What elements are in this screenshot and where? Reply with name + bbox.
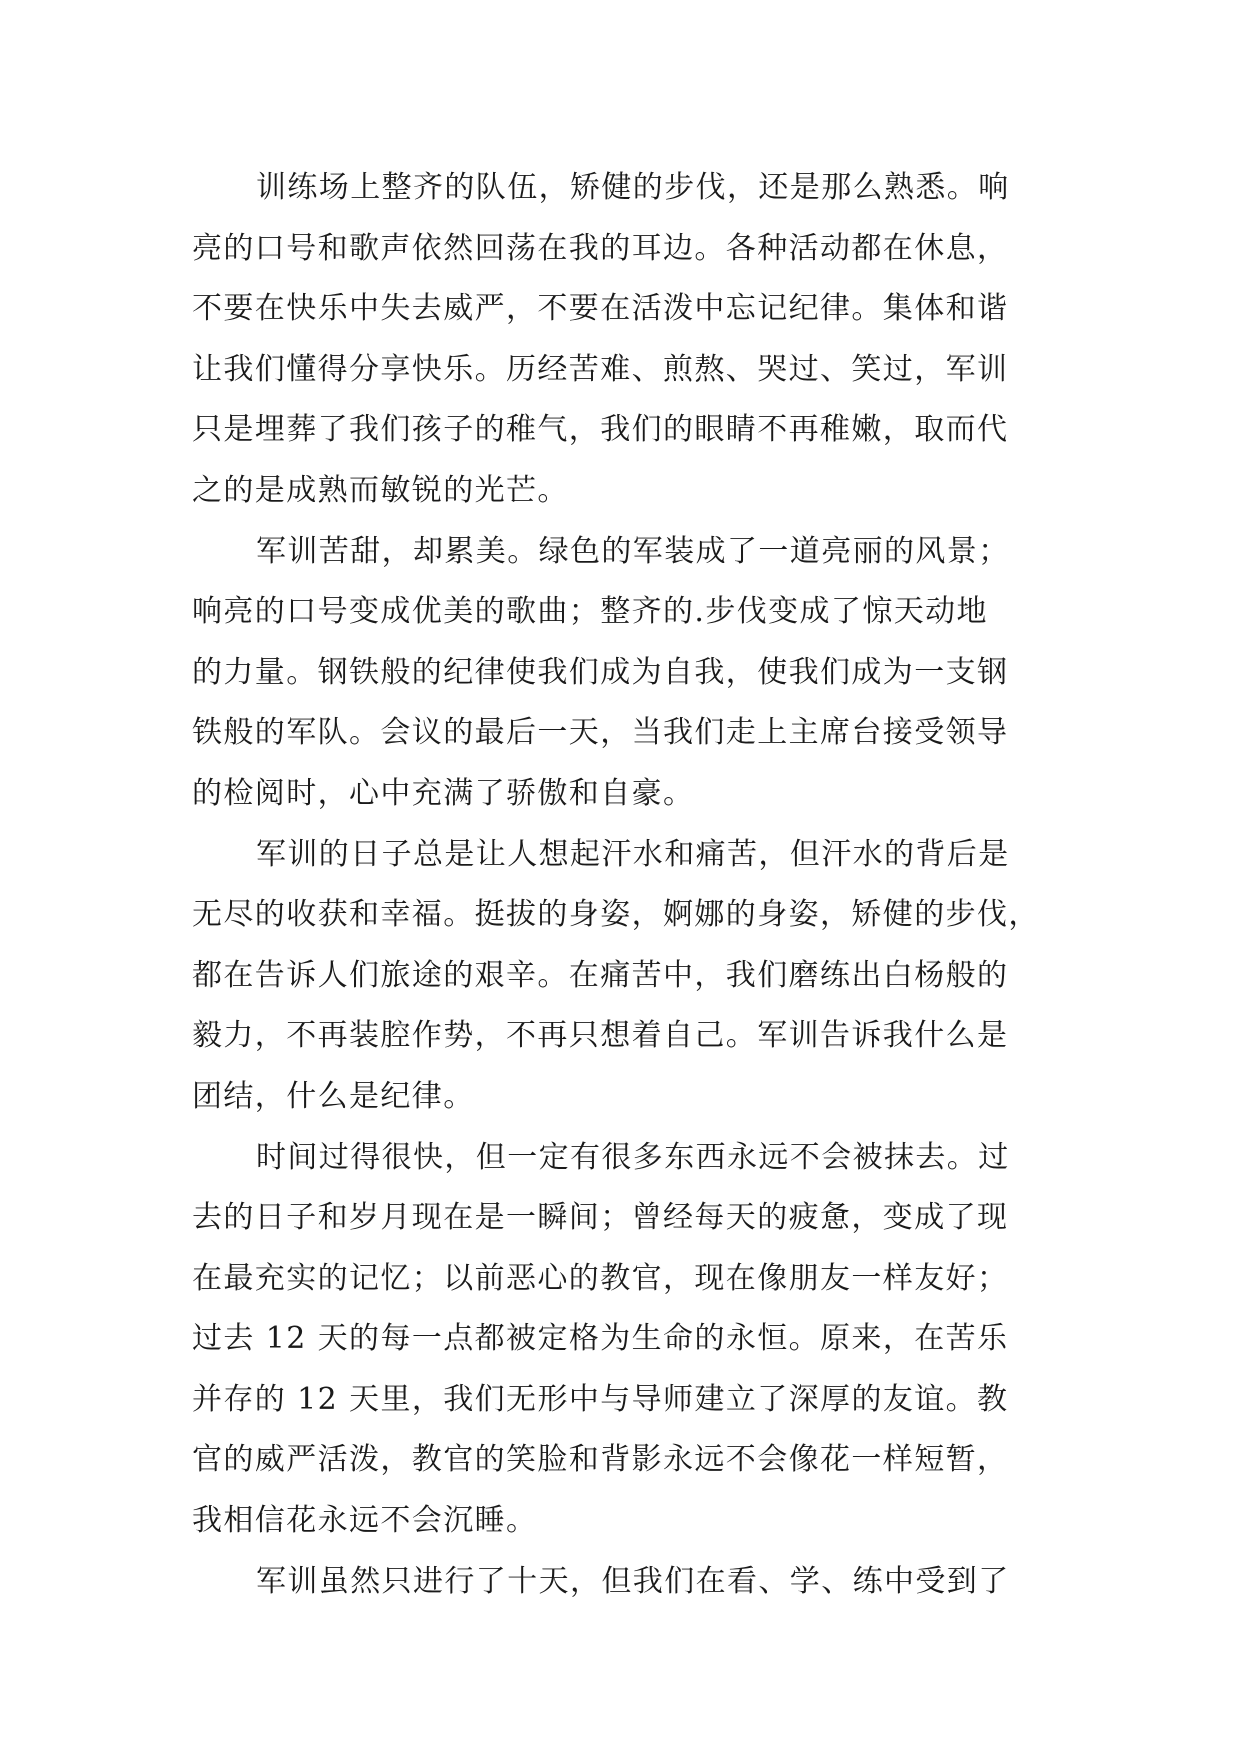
text-line: 毅力，不再装腔作势，不再只想着自己。军训告诉我什么是: [192, 1018, 1009, 1054]
text-line: 的检阅时，心中充满了骄傲和自豪。: [192, 775, 695, 811]
text-line: 团结，什么是纪律。: [192, 1078, 475, 1114]
text-line: 在最充实的记忆；以前恶心的教官，现在像朋友一样友好；: [192, 1260, 1009, 1296]
text-line: 军训苦甜，却累美。绿色的军装成了一道亮丽的风景；: [256, 533, 1010, 569]
text-line: 训练场上整齐的队伍，矫健的步伐，还是那么熟悉。响: [256, 170, 1010, 205]
text-line: 之的是成熟而敏锐的光芒。: [192, 472, 569, 508]
text-line: 响亮的口号变成优美的歌曲；整齐的.步伐变成了惊天动地: [192, 594, 988, 630]
text-line: 军训虽然只进行了十天，但我们在看、学、练中受到了: [256, 1563, 1010, 1599]
text-line: 官的威严活泼，教官的笑脸和背影永远不会像花一样短暂，: [192, 1442, 1009, 1478]
document-body: [192, 158, 1052, 1612]
text-line: 过去 12 天的每一点都被定格为生命的永恒。原来，在苦乐: [192, 1321, 1009, 1357]
text-line: 的力量。钢铁般的纪律使我们成为自我，使我们成为一支钢: [192, 654, 1009, 690]
text-line: 只是埋葬了我们孩子的稚气，我们的眼睛不再稚嫩，取而代: [192, 412, 1009, 448]
text-line: 军训的日子总是让人想起汗水和痛苦，但汗水的背后是: [256, 836, 1010, 872]
text-line: 不要在快乐中失去威严，不要在活泼中忘记纪律。集体和谐: [192, 291, 1009, 327]
text-line: 并存的 12 天里，我们无形中与导师建立了深厚的友谊。教: [192, 1381, 1009, 1417]
text-line: 让我们懂得分享快乐。历经苦难、煎熬、哭过、笑过，军训: [192, 351, 1009, 387]
text-line: 时间过得很快，但一定有很多东西永远不会被抹去。过: [256, 1139, 1010, 1175]
text-line: 无尽的收获和幸福。挺拔的身姿，婀娜的身姿，矫健的步伐，: [192, 897, 1040, 933]
text-line: 铁般的军队。会议的最后一天，当我们走上主席台接受领导: [192, 715, 1009, 751]
text-line: 都在告诉人们旅途的艰辛。在痛苦中，我们磨练出白杨般的: [192, 957, 1009, 993]
text-line: 我相信花永远不会沉睡。: [192, 1503, 538, 1539]
text-line: 去的日子和岁月现在是一瞬间；曾经每天的疲惫，变成了现: [192, 1200, 1009, 1236]
text-line: 亮的口号和歌声依然回荡在我的耳边。各种活动都在休息，: [192, 230, 1009, 266]
